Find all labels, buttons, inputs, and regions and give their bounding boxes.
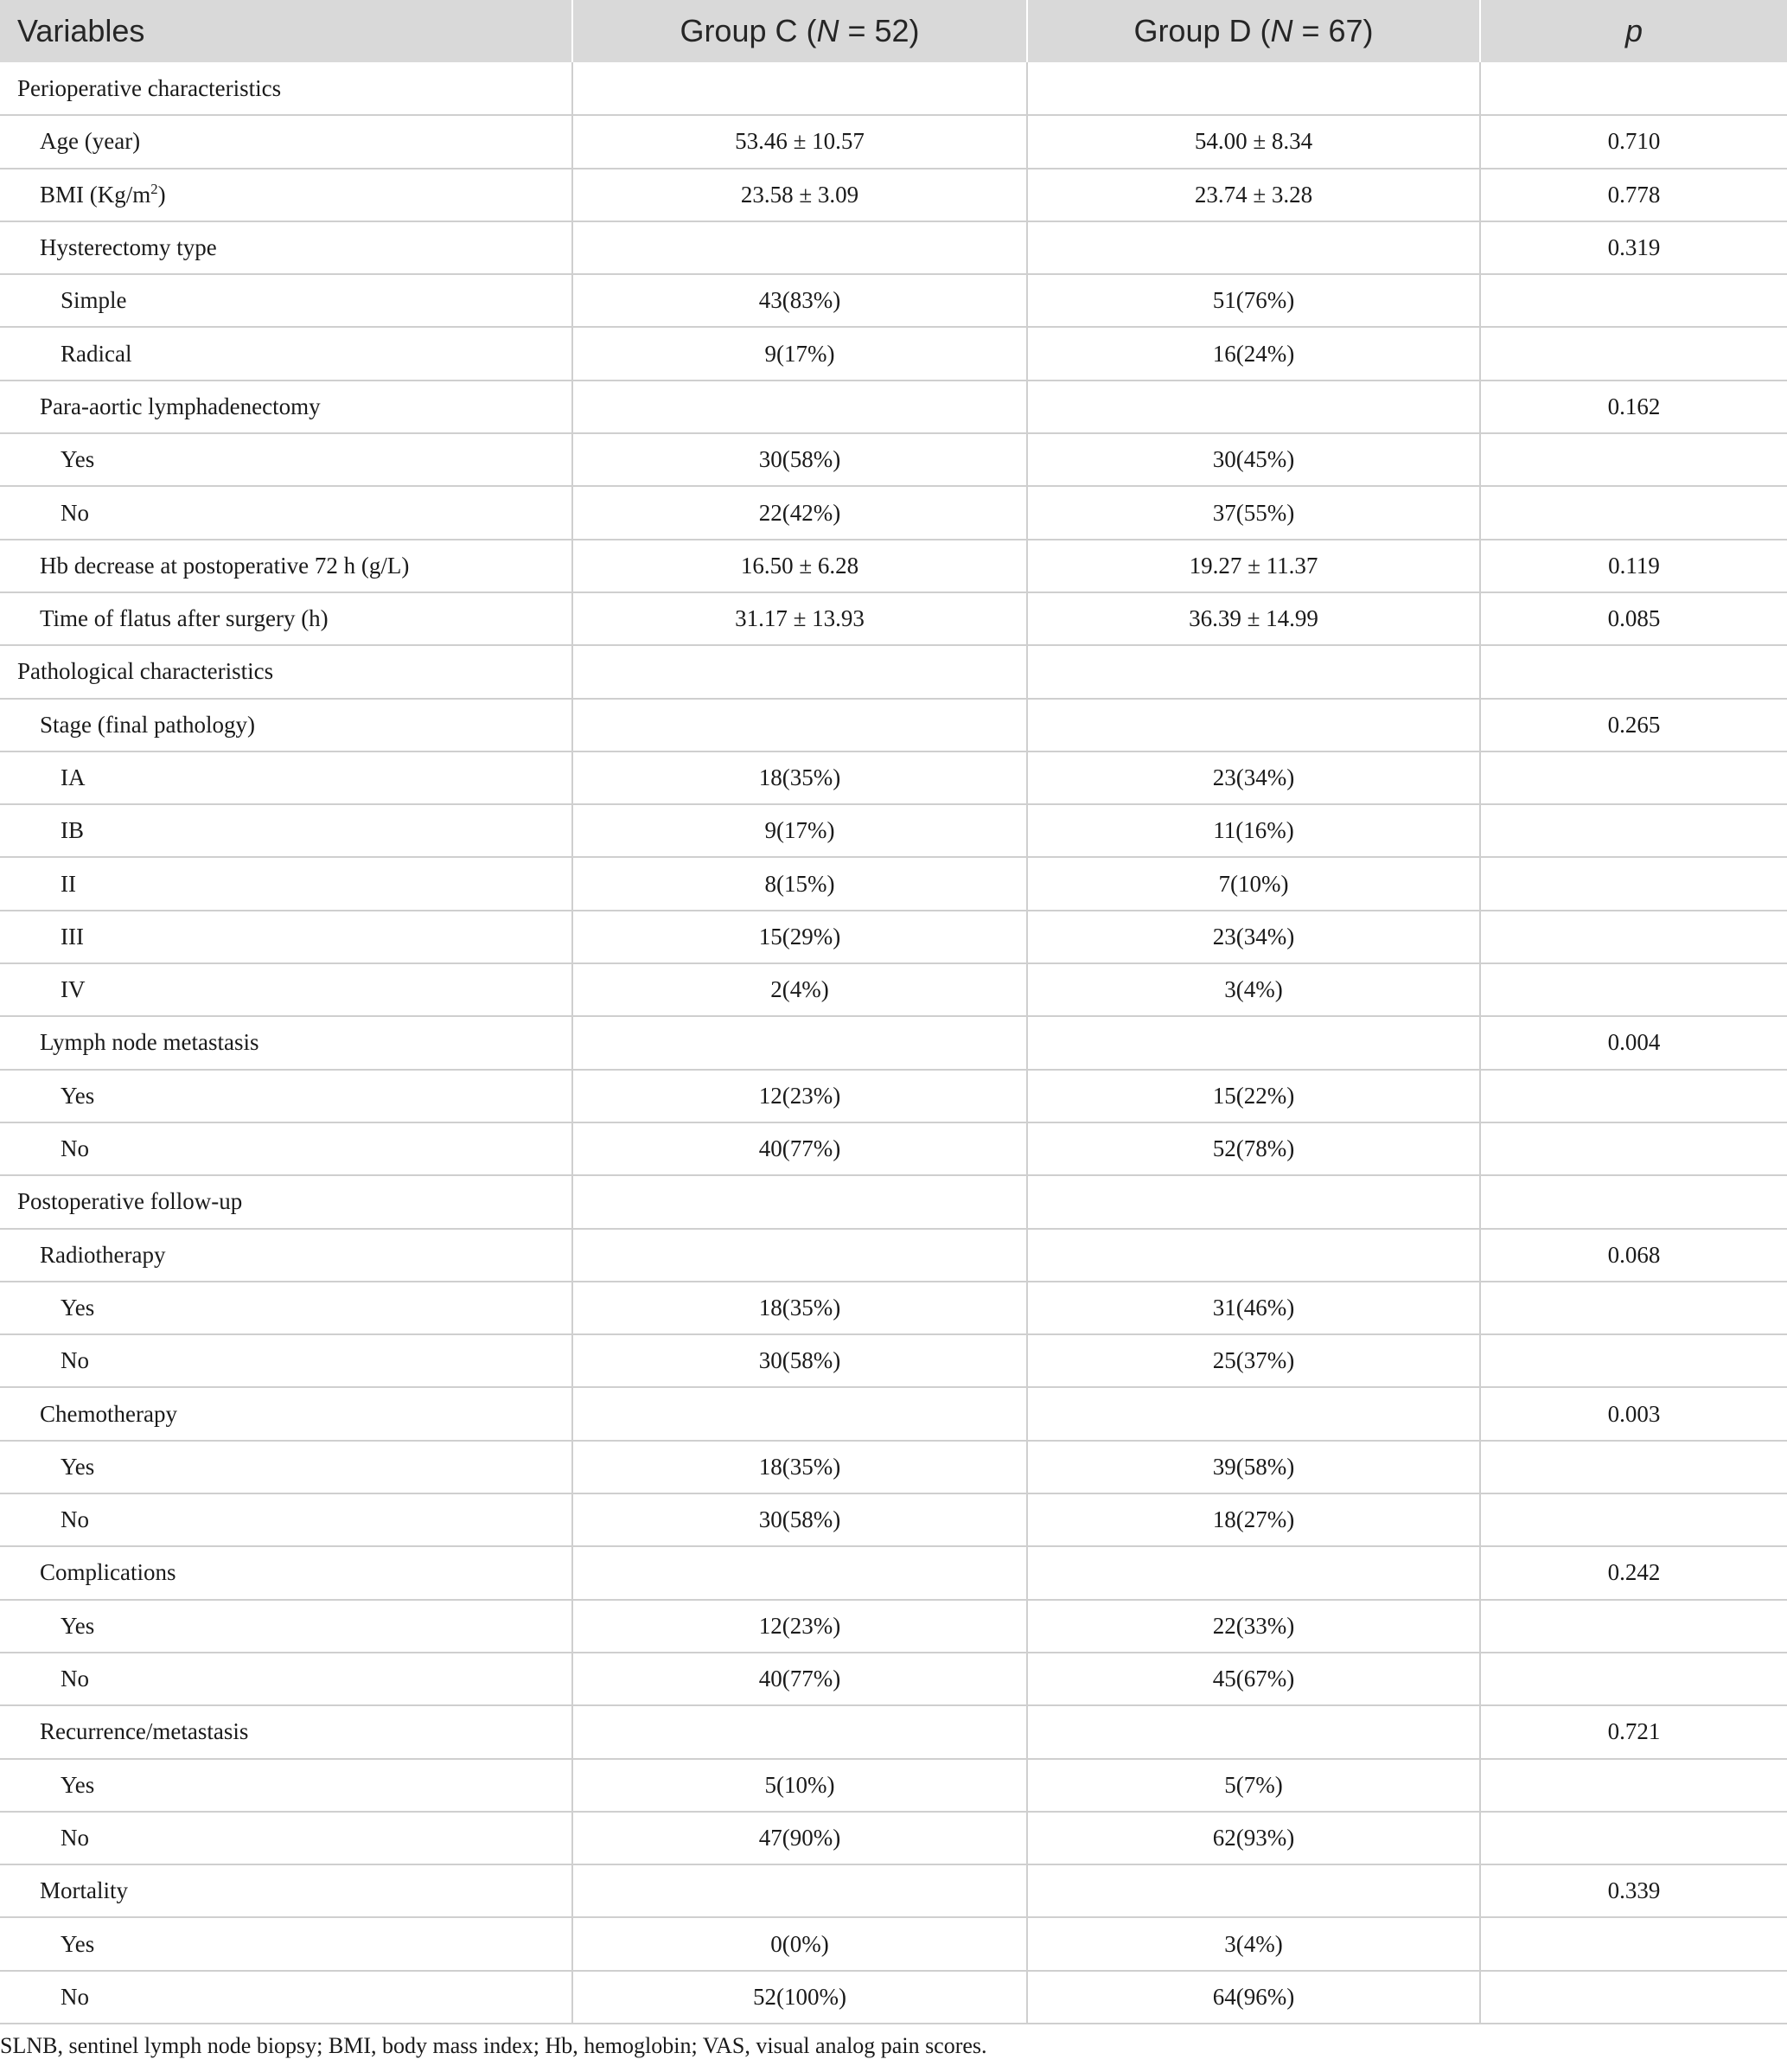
group-d-value: 25(37%): [1027, 1334, 1480, 1387]
group-d-value: [1027, 62, 1480, 115]
table-row: [0, 433, 1787, 486]
group-c-value: [572, 62, 1027, 115]
table-row: [0, 1812, 1787, 1864]
row-label-text: Perioperative characteristics: [17, 74, 282, 101]
table-row: [0, 1600, 1787, 1653]
group-d-value: 30(45%): [1027, 433, 1480, 486]
group-c-value: [572, 1175, 1027, 1228]
table-row: [0, 645, 1787, 698]
row-label-text: No: [61, 499, 89, 526]
row-label-text: Simple: [61, 287, 127, 314]
group-d-value: 18(27%): [1027, 1493, 1480, 1546]
group-c-value: 0(0%): [572, 1917, 1027, 1970]
table-body: [0, 62, 1787, 2024]
table-row: [0, 1016, 1787, 1069]
row-label-text: No: [61, 1347, 89, 1374]
group-d-value: 23.74 ± 3.28: [1027, 169, 1480, 221]
table-row: [0, 1493, 1787, 1546]
row-label-text: IV: [61, 976, 86, 1003]
p-value: [1480, 911, 1787, 963]
p-value: [1480, 486, 1787, 539]
group-d-value: [1027, 1229, 1480, 1282]
row-label-text: Para-aortic lymphadenectomy: [40, 393, 321, 419]
table-row: [0, 540, 1787, 592]
group-d-value: 16(24%): [1027, 327, 1480, 380]
p-value: [1480, 1441, 1787, 1493]
p-value: [1480, 1175, 1787, 1228]
row-label: [0, 62, 572, 115]
table-row: [0, 1653, 1787, 1705]
row-label-text: No: [61, 1666, 89, 1692]
table-footnote: SLNB, sentinel lymph node biopsy; BMI, body mass index; Hb, hemoglobin; VAS, visual analog pain scores.: [0, 2033, 987, 2058]
row-label-text: Time of flatus after surgery (h): [40, 605, 329, 632]
row-label: [0, 1122, 572, 1175]
row-label-text: Postoperative follow-up: [17, 1188, 243, 1215]
p-value: [1480, 327, 1787, 380]
group-d-value: 3(4%): [1027, 963, 1480, 1016]
table-row: [0, 1282, 1787, 1334]
group-d-value: [1027, 1175, 1480, 1228]
table-row: [0, 1864, 1787, 1917]
p-value: 0.119: [1480, 540, 1787, 592]
group-c-value: 40(77%): [572, 1653, 1027, 1705]
p-value: [1480, 1917, 1787, 1970]
p-value: 0.339: [1480, 1864, 1787, 1917]
header-group-c-n: N: [816, 13, 839, 48]
row-label: [0, 1175, 572, 1228]
p-value: [1480, 857, 1787, 910]
group-d-value: 23(34%): [1027, 751, 1480, 804]
p-value: [1480, 433, 1787, 486]
group-c-value: 18(35%): [572, 1282, 1027, 1334]
group-c-value: 47(90%): [572, 1812, 1027, 1864]
table-row: [0, 699, 1787, 751]
group-c-value: [572, 699, 1027, 751]
p-value: [1480, 1282, 1787, 1334]
p-value: [1480, 963, 1787, 1016]
p-value: 0.162: [1480, 381, 1787, 433]
row-label: [0, 540, 572, 592]
group-d-value: 5(7%): [1027, 1759, 1480, 1812]
p-value: [1480, 274, 1787, 327]
row-label-text: Radical: [61, 340, 132, 367]
table-row: [0, 1229, 1787, 1282]
row-label-text: Stage (final pathology): [40, 711, 255, 738]
table-row: [0, 327, 1787, 380]
row-label: [0, 1653, 572, 1705]
group-d-value: [1027, 381, 1480, 433]
row-label-text: Pathological characteristics: [17, 658, 274, 685]
header-p-value: [1480, 0, 1787, 62]
row-label-text: IA: [61, 764, 86, 790]
group-c-value: 53.46 ± 10.57: [572, 115, 1027, 168]
group-c-value: 22(42%): [572, 486, 1027, 539]
table-row: [0, 381, 1787, 433]
table-row: [0, 62, 1787, 115]
group-d-value: 7(10%): [1027, 857, 1480, 910]
row-label: [0, 1229, 572, 1282]
group-c-value: [572, 1546, 1027, 1599]
table-row: [0, 1759, 1787, 1812]
header-group-c: [572, 0, 1027, 62]
table-row: [0, 1917, 1787, 1970]
p-value: 0.319: [1480, 221, 1787, 274]
row-label-text: Hb decrease at postoperative 72 h (g/L): [40, 552, 410, 579]
row-label-text: Recurrence/metastasis: [40, 1718, 249, 1745]
table-row: [0, 1546, 1787, 1599]
p-value: [1480, 1653, 1787, 1705]
row-label-text: No: [61, 1135, 89, 1162]
row-label-text: Yes: [61, 1294, 95, 1321]
p-value: [1480, 1493, 1787, 1546]
header-variables: Variables: [0, 0, 572, 62]
group-d-value: 52(78%): [1027, 1122, 1480, 1175]
group-d-value: 45(67%): [1027, 1653, 1480, 1705]
row-label: [0, 645, 572, 698]
p-value: 0.068: [1480, 1229, 1787, 1282]
row-label: [0, 221, 572, 274]
group-c-value: 40(77%): [572, 1122, 1027, 1175]
group-c-value: 18(35%): [572, 1441, 1027, 1493]
group-d-value: 3(4%): [1027, 1917, 1480, 1970]
group-c-value: [572, 1387, 1027, 1440]
header-p-label: p: [1624, 13, 1643, 48]
p-value: 0.710: [1480, 115, 1787, 168]
row-label-text: Yes: [61, 446, 95, 473]
p-value: [1480, 645, 1787, 698]
p-value: 0.265: [1480, 699, 1787, 751]
table-row: [0, 1971, 1787, 2024]
table-row: [0, 1705, 1787, 1758]
p-value: [1480, 804, 1787, 857]
row-label-suffix: ): [157, 181, 166, 208]
row-label: [0, 1546, 572, 1599]
group-c-value: 9(17%): [572, 804, 1027, 857]
table-row: [0, 169, 1787, 221]
p-value: 0.721: [1480, 1705, 1787, 1758]
row-label: [0, 1387, 572, 1440]
row-label-text: Hysterectomy type: [40, 234, 217, 261]
row-label: [0, 115, 572, 168]
table-row: [0, 963, 1787, 1016]
row-label-text: No: [61, 1506, 89, 1533]
group-c-value: 18(35%): [572, 751, 1027, 804]
row-label: [0, 911, 572, 963]
group-c-value: [572, 645, 1027, 698]
table-row: [0, 221, 1787, 274]
group-d-value: 19.27 ± 11.37: [1027, 540, 1480, 592]
table-row: [0, 1122, 1787, 1175]
row-label-text: III: [61, 923, 84, 950]
group-d-value: 37(55%): [1027, 486, 1480, 539]
p-value: [1480, 1070, 1787, 1122]
p-value: [1480, 1600, 1787, 1653]
group-c-value: 30(58%): [572, 433, 1027, 486]
p-value: 0.242: [1480, 1546, 1787, 1599]
row-label: [0, 274, 572, 327]
p-value: [1480, 1812, 1787, 1864]
p-value: [1480, 1971, 1787, 2024]
group-c-value: [572, 1016, 1027, 1069]
group-c-value: 12(23%): [572, 1070, 1027, 1122]
p-value: [1480, 751, 1787, 804]
table-row: [0, 1175, 1787, 1228]
group-d-value: 11(16%): [1027, 804, 1480, 857]
header-group-d-prefix: Group D (: [1133, 13, 1271, 48]
row-label: [0, 1705, 572, 1758]
p-value: 0.004: [1480, 1016, 1787, 1069]
row-label: [0, 1282, 572, 1334]
row-label: [0, 592, 572, 645]
group-d-value: 54.00 ± 8.34: [1027, 115, 1480, 168]
p-value: [1480, 1122, 1787, 1175]
table-row: [0, 911, 1787, 963]
row-label: [0, 1441, 572, 1493]
row-label-text: Yes: [61, 1930, 95, 1957]
row-label-text: Radiotherapy: [40, 1241, 166, 1268]
row-label-text: BMI (Kg/m: [40, 181, 151, 208]
group-c-value: 8(15%): [572, 857, 1027, 910]
row-label: [0, 1016, 572, 1069]
group-c-value: 30(58%): [572, 1493, 1027, 1546]
row-label-superscript: 2: [150, 180, 158, 197]
row-label-text: Yes: [61, 1771, 95, 1798]
row-label: [0, 169, 572, 221]
group-c-value: 31.17 ± 13.93: [572, 592, 1027, 645]
header-row: [0, 0, 1787, 62]
row-label: [0, 963, 572, 1016]
row-label: [0, 1334, 572, 1387]
row-label-text: Chemotherapy: [40, 1400, 177, 1427]
row-label: [0, 1971, 572, 2024]
group-d-value: [1027, 645, 1480, 698]
group-d-value: 15(22%): [1027, 1070, 1480, 1122]
group-c-value: 9(17%): [572, 327, 1027, 380]
group-c-value: 12(23%): [572, 1600, 1027, 1653]
row-label: [0, 1493, 572, 1546]
header-group-d-suffix: = 67): [1292, 13, 1374, 48]
p-value: [1480, 1334, 1787, 1387]
table-row: [0, 115, 1787, 168]
group-c-value: 52(100%): [572, 1971, 1027, 2024]
header-group-c-suffix: = 52): [839, 13, 920, 48]
header-group-c-prefix: Group C (: [680, 13, 817, 48]
row-label: [0, 699, 572, 751]
p-value: 0.778: [1480, 169, 1787, 221]
row-label-text: No: [61, 1983, 89, 2010]
table-row: [0, 1070, 1787, 1122]
row-label: [0, 486, 572, 539]
group-d-value: 64(96%): [1027, 1971, 1480, 2024]
table-row: [0, 857, 1787, 910]
group-d-value: 22(33%): [1027, 1600, 1480, 1653]
row-label-text: Complications: [40, 1559, 176, 1586]
table-row: [0, 804, 1787, 857]
group-c-value: 5(10%): [572, 1759, 1027, 1812]
group-c-value: 23.58 ± 3.09: [572, 169, 1027, 221]
group-c-value: 2(4%): [572, 963, 1027, 1016]
row-label: [0, 751, 572, 804]
row-label: [0, 1759, 572, 1812]
p-value: [1480, 62, 1787, 115]
p-value: [1480, 1759, 1787, 1812]
row-label-text: No: [61, 1824, 89, 1851]
group-d-value: 62(93%): [1027, 1812, 1480, 1864]
row-label: [0, 857, 572, 910]
header-group-d-n: N: [1270, 13, 1293, 48]
row-label-text: Yes: [61, 1082, 95, 1109]
table-row: [0, 1334, 1787, 1387]
row-label: [0, 1917, 572, 1970]
table-row: [0, 592, 1787, 645]
row-label-text: IB: [61, 817, 84, 844]
row-label: [0, 327, 572, 380]
group-c-value: [572, 381, 1027, 433]
p-value: 0.003: [1480, 1387, 1787, 1440]
group-d-value: [1027, 699, 1480, 751]
row-label: [0, 1812, 572, 1864]
group-c-value: 30(58%): [572, 1334, 1027, 1387]
row-label-text: II: [61, 870, 76, 897]
row-label-text: Yes: [61, 1453, 95, 1480]
group-c-value: 16.50 ± 6.28: [572, 540, 1027, 592]
row-label: [0, 381, 572, 433]
table-header: [0, 0, 1787, 62]
header-group-d: [1027, 0, 1480, 62]
group-c-value: [572, 1705, 1027, 1758]
row-label-text: Age (year): [40, 128, 141, 155]
group-d-value: 36.39 ± 14.99: [1027, 592, 1480, 645]
row-label-text: Lymph node metastasis: [40, 1029, 259, 1056]
group-d-value: 31(46%): [1027, 1282, 1480, 1334]
group-d-value: 51(76%): [1027, 274, 1480, 327]
row-label: [0, 804, 572, 857]
table-row: [0, 1387, 1787, 1440]
row-label: [0, 1600, 572, 1653]
group-c-value: 15(29%): [572, 911, 1027, 963]
table-row: [0, 486, 1787, 539]
row-label-text: Mortality: [40, 1877, 128, 1904]
row-label: [0, 1070, 572, 1122]
table-row: [0, 751, 1787, 804]
group-c-value: [572, 221, 1027, 274]
table-row: [0, 1441, 1787, 1493]
group-c-value: 43(83%): [572, 274, 1027, 327]
p-value: 0.085: [1480, 592, 1787, 645]
group-d-value: [1027, 221, 1480, 274]
group-d-value: 23(34%): [1027, 911, 1480, 963]
row-label: [0, 433, 572, 486]
group-c-value: [572, 1864, 1027, 1917]
group-c-value: [572, 1229, 1027, 1282]
row-label-text: Yes: [61, 1612, 95, 1639]
group-d-value: 39(58%): [1027, 1441, 1480, 1493]
group-d-value: [1027, 1016, 1480, 1069]
row-label: [0, 1864, 572, 1917]
group-d-value: [1027, 1546, 1480, 1599]
group-d-value: [1027, 1387, 1480, 1440]
table-row: [0, 274, 1787, 327]
group-d-value: [1027, 1864, 1480, 1917]
group-d-value: [1027, 1705, 1480, 1758]
